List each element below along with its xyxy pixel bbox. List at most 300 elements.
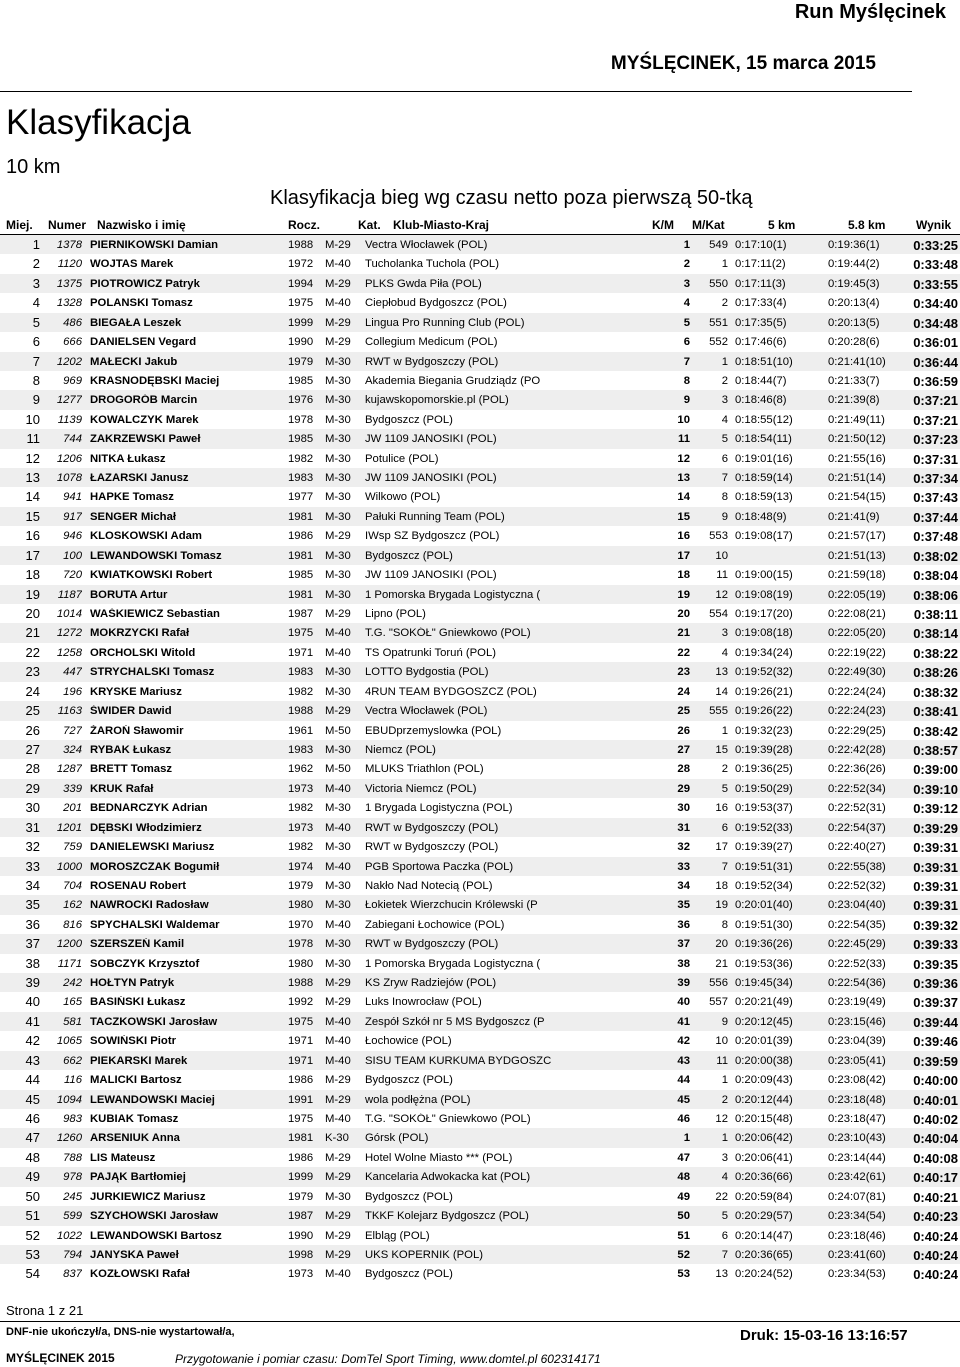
- result-time: 0:37:31: [913, 452, 958, 466]
- runner-name: WOJTAS Marek: [90, 258, 174, 271]
- gender-rank: 53: [677, 1268, 690, 1281]
- club: JW 1109 JANOSIKI (POL): [365, 472, 497, 485]
- bib-number: 116: [63, 1074, 82, 1087]
- table-row: [0, 546, 960, 565]
- birth-year: 1982: [288, 841, 314, 854]
- position: 40: [25, 995, 40, 1009]
- birth-year: 1990: [288, 1229, 314, 1242]
- table-row: [0, 1109, 960, 1128]
- club: Vectra Włocławek (POL): [365, 705, 488, 718]
- result-time: 0:37:34: [913, 472, 958, 486]
- runner-name: DĘBSKI Włodzimierz: [90, 821, 202, 834]
- table-row: [0, 390, 960, 409]
- table-row: [0, 1206, 960, 1225]
- category-rank: 555: [709, 705, 728, 718]
- category: M-50: [325, 724, 351, 737]
- split-58km: 0:22:24(23): [828, 705, 886, 718]
- table-row: [0, 313, 960, 332]
- split-5km: 0:19:00(15): [735, 569, 793, 582]
- club: Elbląg (POL): [365, 1229, 430, 1242]
- split-5km: 0:17:33(4): [735, 297, 787, 310]
- category-rank: 18: [715, 879, 728, 892]
- result-time: 0:40:01: [913, 1093, 958, 1107]
- gender-rank: 4: [683, 297, 690, 310]
- birth-year: 1975: [288, 1015, 314, 1028]
- split-5km: 0:17:46(6): [735, 336, 787, 349]
- bib-number: 1014: [56, 608, 82, 621]
- split-58km: 0:21:55(16): [828, 452, 886, 465]
- gender-rank: 10: [677, 413, 690, 426]
- split-5km: 0:19:08(17): [735, 530, 793, 543]
- split-58km: 0:19:36(1): [828, 239, 880, 251]
- runner-name: KRASNODĘBSKI Maciej: [90, 374, 220, 387]
- category-rank: 21: [715, 957, 728, 970]
- table-row: [0, 487, 960, 506]
- table-row: [0, 818, 960, 837]
- bib-number: 599: [63, 1210, 82, 1223]
- gender-rank: 5: [683, 316, 690, 329]
- footer-event-name: MYŚLĘCINEK 2015: [6, 1351, 115, 1365]
- category: M-30: [325, 899, 351, 912]
- table-row: [0, 1070, 960, 1089]
- category-rank: 2: [721, 297, 728, 310]
- club: LOTTO Bydgostia (POL): [365, 666, 489, 679]
- position: 29: [25, 781, 40, 795]
- birth-year: 1982: [288, 802, 314, 815]
- split-5km: 0:19:51(31): [735, 860, 793, 873]
- runner-name: PIOTROWICZ Patryk: [90, 277, 200, 290]
- runner-name: ŻAROŃ Sławomir: [90, 724, 184, 737]
- category-rank: 14: [715, 685, 728, 698]
- split-5km: 0:17:35(5): [735, 316, 787, 329]
- result-time: 0:39:00: [913, 763, 958, 777]
- split-5km: 0:19:26(21): [735, 685, 793, 698]
- gender-rank: 16: [677, 530, 690, 543]
- page-number: Strona 1 z 21: [6, 1303, 84, 1318]
- birth-year: 1986: [288, 1151, 314, 1164]
- bib-number: 917: [63, 510, 82, 523]
- birth-year: 1983: [288, 472, 314, 485]
- result-time: 0:37:21: [913, 394, 958, 408]
- category: M-40: [325, 1035, 351, 1048]
- birth-year: 1971: [288, 1054, 314, 1067]
- position: 25: [25, 704, 40, 718]
- split-5km: 0:19:32(23): [735, 724, 793, 737]
- birth-year: 1999: [288, 1171, 314, 1184]
- table-row: [0, 254, 960, 273]
- position: 43: [25, 1053, 40, 1067]
- bib-number: 100: [63, 549, 82, 562]
- club: Bydgoszcz (POL): [365, 549, 453, 562]
- club: 1 Pomorska Brygada Logistyczna (: [365, 588, 541, 601]
- split-5km: 0:19:17(20): [735, 608, 793, 621]
- split-5km: 0:20:59(84): [735, 1190, 793, 1203]
- result-time: 0:39:31: [913, 899, 958, 913]
- bib-number: 1163: [57, 705, 82, 718]
- club: Vectra Włocławek (POL): [365, 239, 488, 251]
- page-title: Klasyfikacja: [6, 103, 191, 142]
- birth-year: 1979: [288, 1190, 314, 1203]
- runner-name: KRUK Rafał: [90, 782, 154, 795]
- bib-number: 720: [63, 569, 82, 582]
- runner-name: HOŁTYN Patryk: [90, 977, 175, 990]
- split-58km: 0:23:04(40): [828, 899, 886, 912]
- runner-name: STRYCHALSKI Tomasz: [90, 666, 215, 679]
- bib-number: 581: [63, 1015, 82, 1028]
- category: M-30: [325, 743, 351, 756]
- split-58km: 0:20:13(5): [828, 316, 880, 329]
- runner-name: PAJĄK Bartłomiej: [90, 1171, 186, 1184]
- position: 27: [25, 742, 40, 756]
- col-header-position: Miej.: [6, 218, 33, 232]
- category: M-40: [325, 821, 351, 834]
- header-event-name: Run Myślęcinek: [794, 1, 946, 23]
- table-row: [0, 759, 960, 778]
- category: M-29: [325, 336, 351, 349]
- table-row: [0, 1031, 960, 1050]
- split-58km: 0:19:45(3): [828, 277, 880, 290]
- timing-credit: Przygotowanie i pomiar czasu: DomTel Sport Timing, www.domtel.pl 602314171: [175, 1352, 601, 1366]
- result-time: 0:37:43: [913, 491, 958, 505]
- position: 49: [25, 1170, 40, 1184]
- split-5km: 0:20:29(57): [735, 1210, 793, 1223]
- position: 10: [25, 412, 40, 426]
- club: MLUKS Triathlon (POL): [365, 763, 484, 776]
- runner-name: LEWANDOWSKI Maciej: [90, 1093, 215, 1106]
- gender-rank: 37: [677, 938, 690, 951]
- club: 1 Pomorska Brygada Logistyczna (: [365, 957, 541, 970]
- gender-rank: 1: [683, 1132, 690, 1145]
- gender-rank: 50: [677, 1210, 690, 1223]
- category-rank: 557: [709, 996, 728, 1009]
- category-rank: 551: [709, 316, 728, 329]
- table-row: [0, 876, 960, 895]
- club: Tucholanka Tuchola (POL): [365, 258, 499, 271]
- club: RWT w Bydgoszczy (POL): [365, 355, 499, 368]
- runner-name: ZAKRZEWSKI Paweł: [90, 433, 201, 446]
- position: 8: [32, 373, 40, 387]
- category-rank: 9: [721, 1015, 728, 1028]
- runner-name: SPYCHALSKI Waldemar: [90, 918, 220, 931]
- birth-year: 1987: [288, 608, 314, 621]
- table-row: [0, 934, 960, 953]
- gender-rank: 39: [677, 977, 690, 990]
- split-5km: 0:20:12(44): [735, 1093, 793, 1106]
- club: Lipno (POL): [365, 608, 426, 621]
- table-row: [0, 507, 960, 526]
- table-row: [0, 274, 960, 293]
- result-time: 0:39:59: [913, 1054, 958, 1068]
- result-time: 0:38:41: [913, 705, 958, 719]
- position: 13: [25, 471, 40, 485]
- category: M-29: [325, 977, 351, 990]
- gender-rank: 14: [677, 491, 690, 504]
- category-rank: 15: [715, 743, 728, 756]
- bib-number: 339: [63, 782, 82, 795]
- category-rank: 10: [715, 1035, 728, 1048]
- gender-rank: 13: [677, 472, 690, 485]
- table-row: [0, 585, 960, 604]
- category-rank: 11: [716, 1054, 728, 1067]
- result-time: 0:39:46: [913, 1035, 958, 1049]
- birth-year: 1988: [288, 977, 314, 990]
- birth-year: 1978: [288, 938, 314, 951]
- split-5km: 0:20:06(42): [735, 1132, 793, 1145]
- position: 53: [25, 1247, 40, 1261]
- runner-name: PIERNIKOWSKI Damian: [90, 239, 219, 251]
- split-58km: 0:23:18(46): [828, 1229, 886, 1242]
- table-row: [0, 1012, 960, 1031]
- position: 45: [25, 1092, 40, 1106]
- split-58km: 0:21:51(13): [828, 549, 886, 562]
- position: 1: [32, 238, 40, 251]
- position: 18: [25, 568, 40, 582]
- runner-name: LEWANDOWSKI Tomasz: [90, 549, 222, 562]
- bib-number: 162: [63, 899, 82, 912]
- bib-number: 1287: [56, 763, 82, 776]
- category: M-30: [325, 433, 351, 446]
- position: 23: [25, 665, 40, 679]
- bib-number: 1201: [56, 821, 82, 834]
- split-58km: 0:22:19(22): [828, 646, 886, 659]
- category-rank: 12: [715, 1112, 728, 1125]
- club: Zespół Szkół nr 5 MS Bydgoszcz (P: [365, 1015, 545, 1028]
- category-rank: 6: [721, 452, 728, 465]
- category: M-29: [325, 239, 351, 251]
- result-time: 0:38:11: [913, 608, 958, 622]
- position: 37: [25, 937, 40, 951]
- category-rank: 5: [721, 1210, 728, 1223]
- result-time: 0:38:22: [913, 646, 958, 660]
- bib-number: 662: [63, 1054, 82, 1067]
- table-row: [0, 701, 960, 720]
- bib-number: 1171: [57, 957, 82, 970]
- category: M-40: [325, 627, 351, 640]
- club: 1 Brygada Logistyczna (POL): [365, 802, 513, 815]
- result-time: 0:39:29: [913, 821, 958, 835]
- gender-rank: 11: [678, 433, 690, 446]
- table-row: [0, 371, 960, 390]
- runner-name: KRYSKE Mariusz: [90, 685, 182, 698]
- position: 22: [25, 645, 40, 659]
- result-time: 0:39:12: [913, 802, 958, 816]
- gender-rank: 8: [683, 374, 690, 387]
- result-time: 0:36:59: [913, 374, 958, 388]
- result-time: 0:36:44: [913, 355, 958, 369]
- category-rank: 13: [715, 1268, 728, 1281]
- bib-number: 1187: [57, 588, 82, 601]
- col-header-bib: Numer: [48, 218, 87, 232]
- result-time: 0:40:21: [913, 1190, 958, 1204]
- birth-year: 1982: [288, 452, 314, 465]
- category: M-30: [325, 1190, 351, 1203]
- category: M-30: [325, 355, 351, 368]
- bib-number: 1272: [56, 627, 82, 640]
- birth-year: 1972: [288, 258, 314, 271]
- birth-year: 1962: [288, 763, 314, 776]
- split-5km: 0:17:10(1): [735, 239, 787, 251]
- position: 3: [32, 276, 40, 290]
- club: RWT w Bydgoszczy (POL): [365, 841, 499, 854]
- birth-year: 1985: [288, 374, 314, 387]
- result-time: 0:40:04: [913, 1132, 958, 1146]
- position: 16: [25, 529, 40, 543]
- bib-number: 242: [63, 977, 82, 990]
- split-58km: 0:23:15(46): [828, 1015, 886, 1028]
- gender-rank: 40: [677, 996, 690, 1009]
- table-row: [0, 526, 960, 545]
- bib-number: 201: [63, 802, 82, 815]
- split-58km: 0:23:41(60): [828, 1248, 886, 1261]
- gender-rank: 26: [677, 724, 690, 737]
- runner-name: BORUTA Artur: [90, 588, 168, 601]
- bib-number: 1202: [56, 355, 82, 368]
- result-time: 0:34:48: [913, 316, 958, 330]
- header-divider: [0, 91, 912, 92]
- result-time: 0:39:31: [913, 860, 958, 874]
- position: 4: [32, 296, 40, 310]
- table-row: [0, 1264, 960, 1283]
- gender-rank: 30: [677, 802, 690, 815]
- gender-rank: 3: [683, 277, 690, 290]
- position: 7: [32, 354, 40, 368]
- table-row: [0, 740, 960, 759]
- split-5km: 0:18:46(8): [735, 394, 787, 407]
- split-58km: 0:20:28(6): [828, 336, 880, 349]
- gender-rank: 49: [677, 1190, 690, 1203]
- category: M-29: [325, 705, 351, 718]
- category-rank: 6: [721, 1229, 728, 1242]
- split-58km: 0:23:42(61): [828, 1171, 886, 1184]
- category: M-30: [325, 957, 351, 970]
- gender-rank: 34: [677, 879, 690, 892]
- result-time: 0:40:24: [913, 1229, 958, 1243]
- category-rank: 7: [721, 1248, 728, 1261]
- category: M-30: [325, 452, 351, 465]
- split-5km: 0:19:36(26): [735, 938, 793, 951]
- split-58km: 0:22:29(25): [828, 724, 886, 737]
- split-5km: 0:19:50(29): [735, 782, 793, 795]
- result-time: 0:33:25: [913, 239, 958, 252]
- split-5km: 0:18:55(12): [735, 413, 793, 426]
- position: 52: [25, 1228, 40, 1242]
- position: 47: [25, 1131, 40, 1145]
- category: M-30: [325, 569, 351, 582]
- result-time: 0:36:01: [913, 336, 958, 350]
- club: RWT w Bydgoszczy (POL): [365, 938, 499, 951]
- position: 21: [25, 626, 40, 640]
- birth-year: 1980: [288, 899, 314, 912]
- table-row: [0, 410, 960, 429]
- category-rank: 5: [721, 782, 728, 795]
- birth-year: 1973: [288, 782, 314, 795]
- runner-name: BASIŃSKI Łukasz: [90, 996, 186, 1009]
- club: Akademia Biegania Grudziądz (PO: [365, 374, 541, 387]
- category-rank: 5: [721, 433, 728, 446]
- position: 14: [25, 490, 40, 504]
- position: 15: [25, 509, 40, 523]
- bib-number: 1065: [56, 1035, 82, 1048]
- birth-year: 1991: [288, 1093, 314, 1106]
- split-58km: 0:23:10(43): [828, 1132, 886, 1145]
- category-rank: 8: [721, 491, 728, 504]
- table-row: [0, 973, 960, 992]
- split-5km: 0:19:01(16): [735, 452, 793, 465]
- gender-rank: 41: [677, 1015, 690, 1028]
- split-5km: 0:18:44(7): [735, 374, 787, 387]
- category: M-29: [325, 1248, 351, 1261]
- birth-year: 1986: [288, 530, 314, 543]
- split-58km: 0:23:05(41): [828, 1054, 886, 1067]
- birth-year: 1978: [288, 413, 314, 426]
- table-row: [0, 662, 960, 681]
- gender-rank: 36: [677, 918, 690, 931]
- col-header-year: Rocz.: [288, 218, 321, 232]
- category: M-40: [325, 1015, 351, 1028]
- result-time: 0:38:57: [913, 743, 958, 757]
- split-5km: 0:20:14(47): [735, 1229, 793, 1242]
- category: M-29: [325, 1074, 351, 1087]
- category-rank: 4: [721, 1171, 728, 1184]
- runner-name: DANIELEWSKI Mariusz: [90, 841, 215, 854]
- runner-name: ŁAZARSKI Janusz: [90, 472, 189, 485]
- category: M-30: [325, 374, 351, 387]
- table-row: [0, 1148, 960, 1167]
- bib-number: 969: [63, 374, 82, 387]
- birth-year: 1973: [288, 821, 314, 834]
- runner-name: KLOSKOWSKI Adam: [90, 530, 202, 543]
- table-row: [0, 915, 960, 934]
- split-58km: 0:21:39(8): [828, 394, 880, 407]
- birth-year: 1970: [288, 918, 314, 931]
- result-time: 0:34:40: [913, 297, 958, 311]
- category: M-29: [325, 996, 351, 1009]
- table-row: [0, 352, 960, 371]
- runner-name: NITKA Łukasz: [90, 452, 166, 465]
- result-time: 0:40:02: [913, 1112, 958, 1126]
- club: Wilkowo (POL): [365, 491, 441, 504]
- bib-number: 1094: [56, 1093, 82, 1106]
- birth-year: 1986: [288, 1074, 314, 1087]
- runner-name: JURKIEWICZ Mariusz: [90, 1190, 206, 1203]
- result-time: 0:40:00: [913, 1074, 958, 1088]
- split-58km: 0:23:14(44): [828, 1151, 886, 1164]
- position: 34: [25, 878, 40, 892]
- position: 17: [25, 548, 40, 562]
- table-row: [0, 429, 960, 448]
- position: 44: [25, 1073, 40, 1087]
- category-rank: 22: [715, 1190, 728, 1203]
- gender-rank: 33: [677, 860, 690, 873]
- split-5km: 0:18:48(9): [735, 510, 787, 523]
- split-58km: 0:21:57(17): [828, 530, 886, 543]
- split-5km: 0:20:36(65): [735, 1248, 793, 1261]
- category-rank: 549: [709, 239, 728, 251]
- club: EBUDprzemyslowka (POL): [365, 724, 502, 737]
- category-rank: 2: [721, 374, 728, 387]
- table-row: [0, 1051, 960, 1070]
- result-time: 0:38:04: [913, 569, 958, 583]
- category: M-29: [325, 1171, 351, 1184]
- col-header-category: Kat.: [358, 218, 381, 232]
- category: M-29: [325, 1093, 351, 1106]
- gender-rank: 24: [677, 685, 690, 698]
- split-5km: 0:19:52(33): [735, 821, 793, 834]
- gender-rank: 48: [677, 1171, 690, 1184]
- club: wola podłężna (POL): [365, 1093, 471, 1106]
- club: Łokietek Wierzchucin Królewski (P: [365, 899, 538, 912]
- split-58km: 0:23:18(48): [828, 1093, 886, 1106]
